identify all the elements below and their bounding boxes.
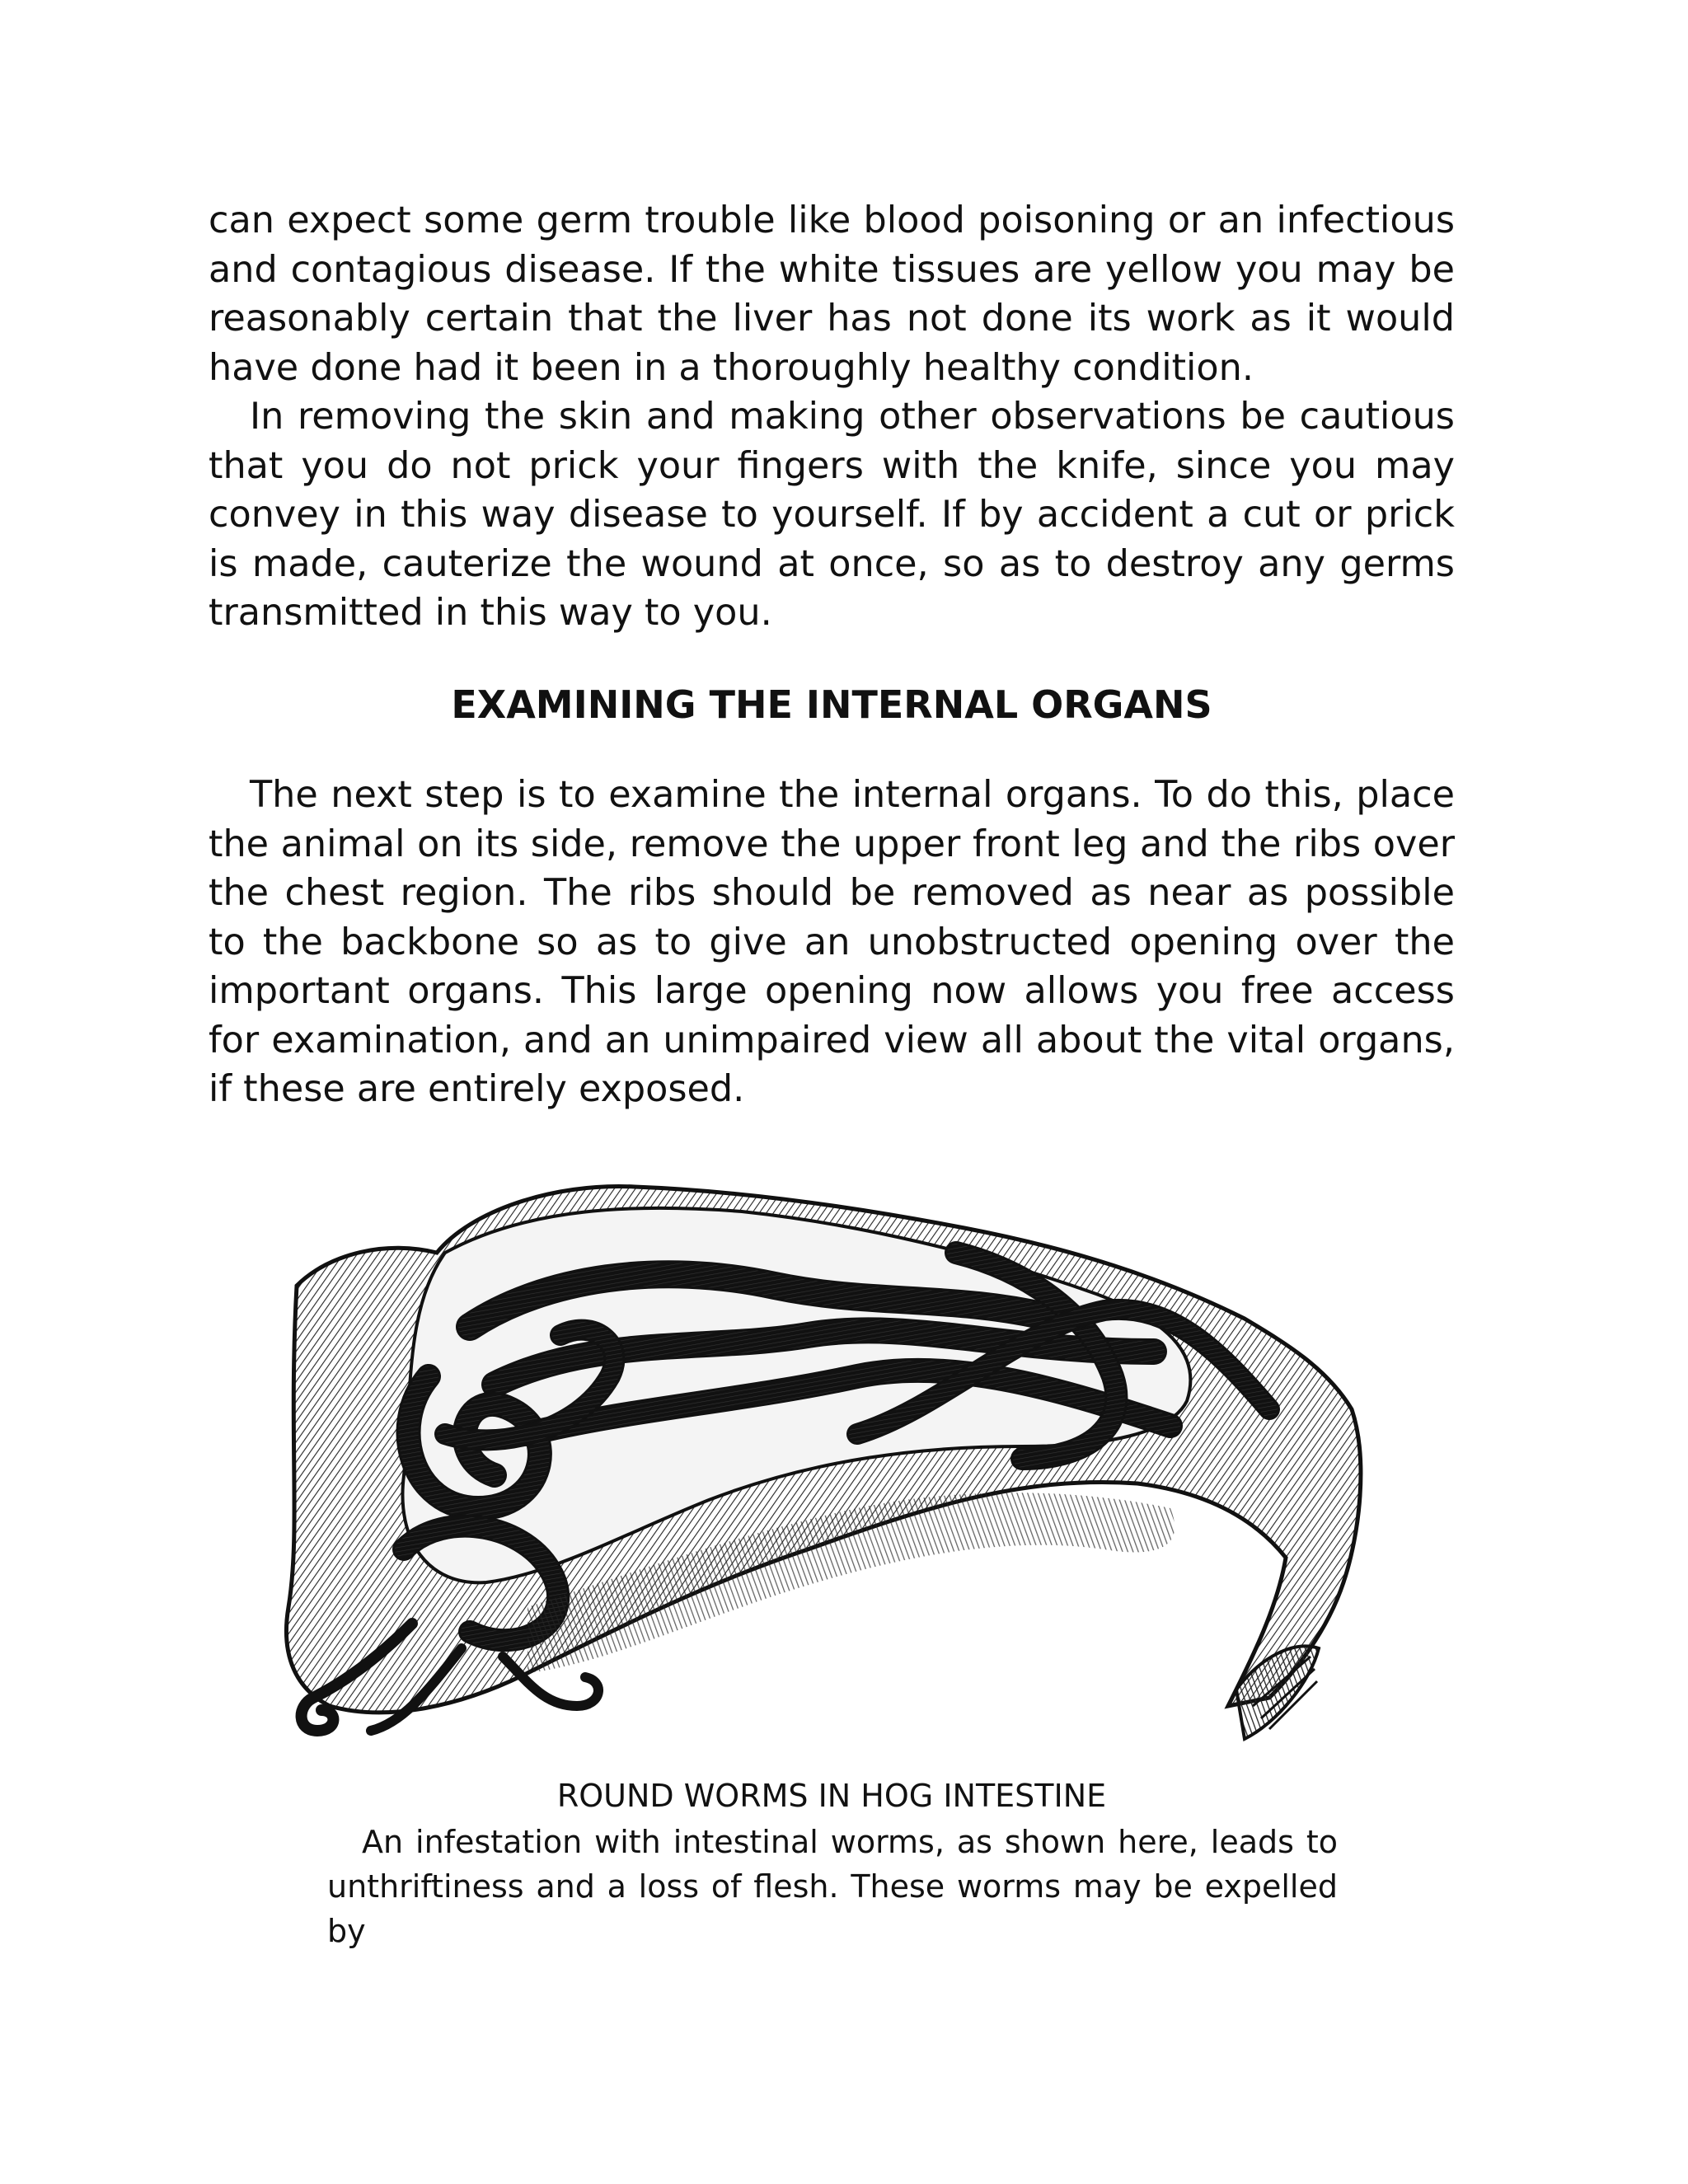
caption-paragraph: An infestation with intestinal worms, as shown here, leads to unthriftiness and a loss of flesh. These worms may be expelled by (327, 1824, 1338, 1949)
section-heading: EXAMINING THE INTERNAL ORGANS (451, 682, 1212, 727)
hog-intestine-engraving (280, 1162, 1409, 1768)
figure-caption-title: ROUND WORMS IN HOG INTESTINE (556, 1778, 1107, 1814)
paragraph-internal-organs: The next step is to examine the internal organs. To do this, place the animal on its side, remove the upper front leg and the ribs over the chest region. The ribs should be removed as near as possible to the backbone so as to give an unobstructed opening over the important organs. This large opening now allows you free access for examination, and an unimpaired view all about the vital organs, if these are entirely exposed. (209, 774, 1455, 1110)
paragraph-continued: can expect some germ trouble like blood poisoning or an infectious and contagious disease. If the white tissues are yellow you may be reasonably certain that the liver has not done its work as it would have done had it been in a thoroughly healthy condition. (209, 199, 1455, 389)
figure-caption-text (327, 1820, 1338, 1953)
intestine-illustration (280, 1162, 1409, 1768)
body-text-top (209, 196, 1455, 638)
paragraph-caution: In removing the skin and making other observations be cautious that you do not prick your fingers with the knife, since you may convey in this way disease to yourself. If by accident a cut or prick is made, cauterize the wound at once, so as to destroy any germs transmitted in this way to you. (209, 396, 1455, 634)
body-text-bottom (209, 771, 1455, 1114)
